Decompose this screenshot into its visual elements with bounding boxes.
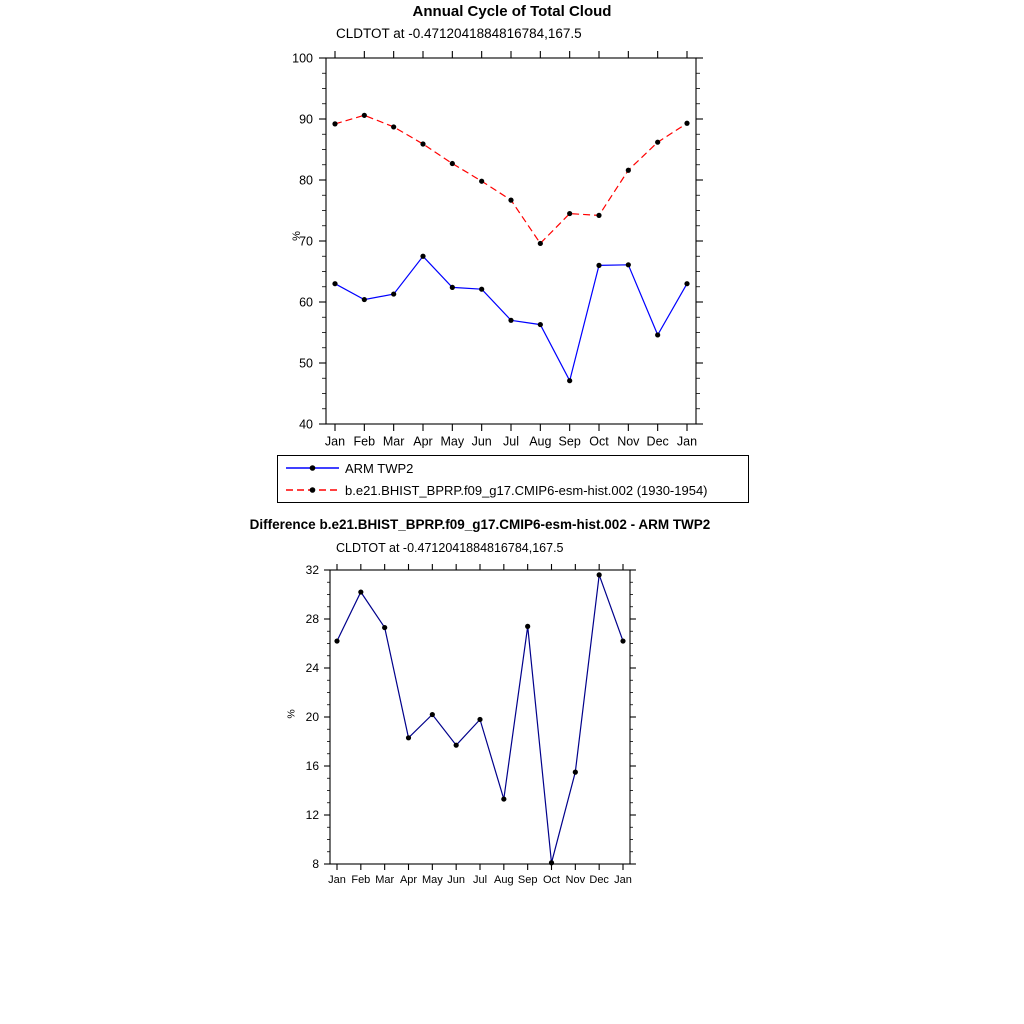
y-tick-label: 32 [305,563,319,578]
data-point-marker [450,285,455,290]
plot-frame [326,58,696,424]
y-tick-label: 16 [305,759,319,774]
y-tick-label: 50 [299,356,313,371]
data-point-marker [684,281,689,286]
data-point-marker [477,717,482,722]
x-tick-label: Nov [565,873,586,886]
data-point-marker [655,140,660,145]
y-tick-label: 90 [299,112,313,127]
data-point-marker [479,287,484,292]
x-tick-label: Jul [472,873,488,886]
data-point-marker [655,332,660,337]
data-point-marker [525,624,530,629]
y-tick-label: 80 [299,173,313,188]
data-point-marker [501,796,506,801]
data-point-marker [332,281,337,286]
x-tick-label: Apr [413,434,433,449]
data-point-marker [620,638,625,643]
data-point-marker [454,743,459,748]
legend-item-model [283,479,748,501]
x-tick-label: Jan [614,873,632,886]
y-tick-label: 24 [305,661,319,676]
x-tick-label: Oct [542,873,561,886]
data-point-marker [626,168,631,173]
x-tick-label: Feb [353,434,376,449]
data-point-marker [549,860,554,865]
data-point-marker [430,712,435,717]
x-tick-label: Jun [471,434,492,449]
chart-1 [306,563,636,886]
x-tick-label: Dec [646,434,669,449]
data-point-marker [538,322,543,327]
data-point-marker [391,291,396,296]
x-tick-label: Sep [517,873,538,886]
data-point-marker [334,638,339,643]
top-chart-title: Annual Cycle of Total Cloud [412,3,612,20]
y-tick-label: 12 [305,808,319,823]
x-tick-label: Feb [351,873,371,886]
legend-sample-marker [310,465,316,471]
data-point-marker [450,161,455,166]
x-tick-label: Aug [494,873,514,886]
data-point-marker [420,141,425,146]
diff-chart-y-axis-label: % [285,709,298,719]
legend-sample-marker [310,487,316,493]
data-point-marker [508,318,513,323]
data-point-marker [391,124,396,129]
data-point-marker [332,121,337,126]
data-point-marker [596,213,601,218]
series-line [335,115,687,243]
y-tick-label: 40 [299,417,313,432]
diff-chart-subtitle: CLDTOT at -0.4712041884816784,167.5 [336,541,564,555]
legend-line-sample-blue-solid [283,458,341,478]
data-point-marker [626,262,631,267]
legend-item-arm-twp2 [283,457,748,479]
data-point-marker [567,378,572,383]
x-tick-label: Mar [382,434,405,449]
data-point-marker [362,297,367,302]
data-point-marker [508,198,513,203]
data-point-marker [538,241,543,246]
data-point-marker [382,625,387,630]
data-point-marker [362,113,367,118]
x-tick-label: Sep [558,434,581,449]
x-tick-label: Jan [676,434,698,449]
x-tick-label: Dec [589,873,609,886]
x-tick-label: Nov [617,434,640,449]
data-point-marker [420,254,425,259]
legend-line-sample-red-dashed [283,480,341,500]
data-point-marker [567,211,572,216]
y-tick-label: 60 [299,295,313,310]
legend-label-arm-twp2: ARM TWP2 [345,460,414,476]
data-point-marker [597,572,602,577]
diff-chart-title: Difference b.e21.BHIST_BPRP.f09_g17.CMIP6-esm-hist.002 - ARM TWP2 [249,517,711,532]
x-tick-label: Jul [503,434,519,449]
x-tick-label: Jan [328,873,346,886]
chart-0 [292,51,703,448]
data-point-marker [573,770,578,775]
top-chart-subtitle: CLDTOT at -0.4712041884816784,167.5 [336,26,582,41]
data-point-marker [406,735,411,740]
data-point-marker [596,263,601,268]
x-tick-label: May [421,873,443,886]
x-tick-label: Jan [324,434,346,449]
data-point-marker [684,121,689,126]
y-tick-label: 100 [292,51,313,66]
top-chart-y-axis-label: % [290,231,303,241]
x-tick-label: Mar [375,873,395,886]
legend [277,455,749,503]
y-tick-label: 20 [305,710,319,725]
data-point-marker [358,589,363,594]
legend-label-model: b.e21.BHIST_BPRP.f09_g17.CMIP6-esm-hist.002 (1930-1954) [345,482,708,498]
x-tick-label: Oct [589,434,609,449]
y-tick-label: 28 [305,612,319,627]
x-tick-label: Apr [399,873,418,886]
y-tick-label: 70 [299,234,313,249]
data-point-marker [479,179,484,184]
y-tick-label: 8 [312,857,319,872]
x-tick-label: May [440,434,465,449]
x-tick-label: Jun [447,873,466,886]
x-tick-label: Aug [529,434,552,449]
